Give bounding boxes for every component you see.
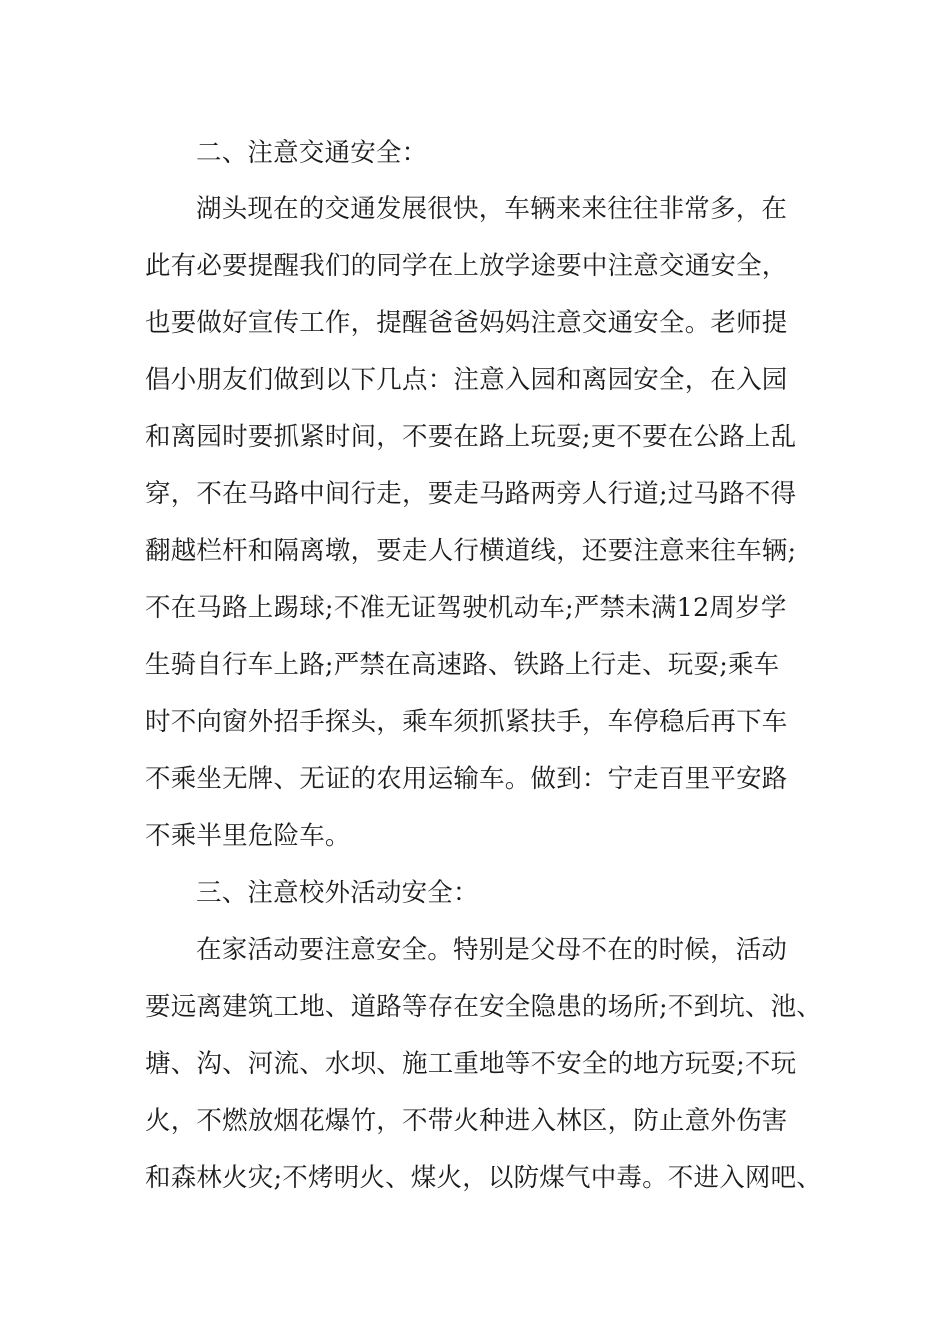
paragraph-line: 不乘坐无牌、无证的农用运输车。做到：宁走百里平安路 — [145, 764, 788, 794]
paragraph-line: 塘、沟、河流、水坝、施工重地等不安全的地方玩耍;不玩 — [145, 1049, 797, 1079]
section-heading-outdoor-safety: 三、注意校外活动安全： — [196, 878, 479, 908]
paragraph-line: 生骑自行车上路;严禁在高速路、铁路上行走、玩耍;乘车 — [145, 650, 780, 680]
paragraph-line: 不乘半里危险车。 — [145, 821, 351, 851]
paragraph-line: 穿，不在马路中间行走，要走马路两旁人行道;过马路不得 — [145, 479, 797, 509]
paragraph-line: 翻越栏杆和隔离墩，要走人行横道线，还要注意来往车辆; — [145, 536, 797, 566]
paragraph-line: 在家活动要注意安全。特别是父母不在的时候，活动 — [196, 935, 788, 965]
paragraph-line: 和森林火灾;不烤明火、煤火，以防煤气中毒。不进入网吧、 — [145, 1163, 822, 1193]
paragraph-line: 也要做好宣传工作，提醒爸爸妈妈注意交通安全。老师提 — [145, 308, 788, 338]
paragraph-line: 倡小朋友们做到以下几点：注意入园和离园安全，在入园 — [145, 365, 788, 395]
paragraph-line: 湖头现在的交通发展很快，车辆来来往往非常多，在 — [196, 194, 788, 224]
paragraph-line: 此有必要提醒我们的同学在上放学途要中注意交通安全， — [145, 251, 788, 281]
paragraph-line: 不在马路上踢球;不准无证驾驶机动车;严禁未满12周岁学 — [145, 593, 787, 623]
paragraph-line: 时不向窗外招手探头，乘车须抓紧扶手，车停稳后再下车 — [145, 707, 788, 737]
paragraph-line: 火，不燃放烟花爆竹，不带火种进入林区，防止意外伤害 — [145, 1106, 788, 1136]
paragraph-line: 和离园时要抓紧时间，不要在路上玩耍;更不要在公路上乱 — [145, 422, 797, 452]
section-heading-traffic-safety: 二、注意交通安全： — [196, 138, 428, 168]
paragraph-line: 要远离建筑工地、道路等存在安全隐患的场所;不到坑、池、 — [145, 992, 822, 1022]
